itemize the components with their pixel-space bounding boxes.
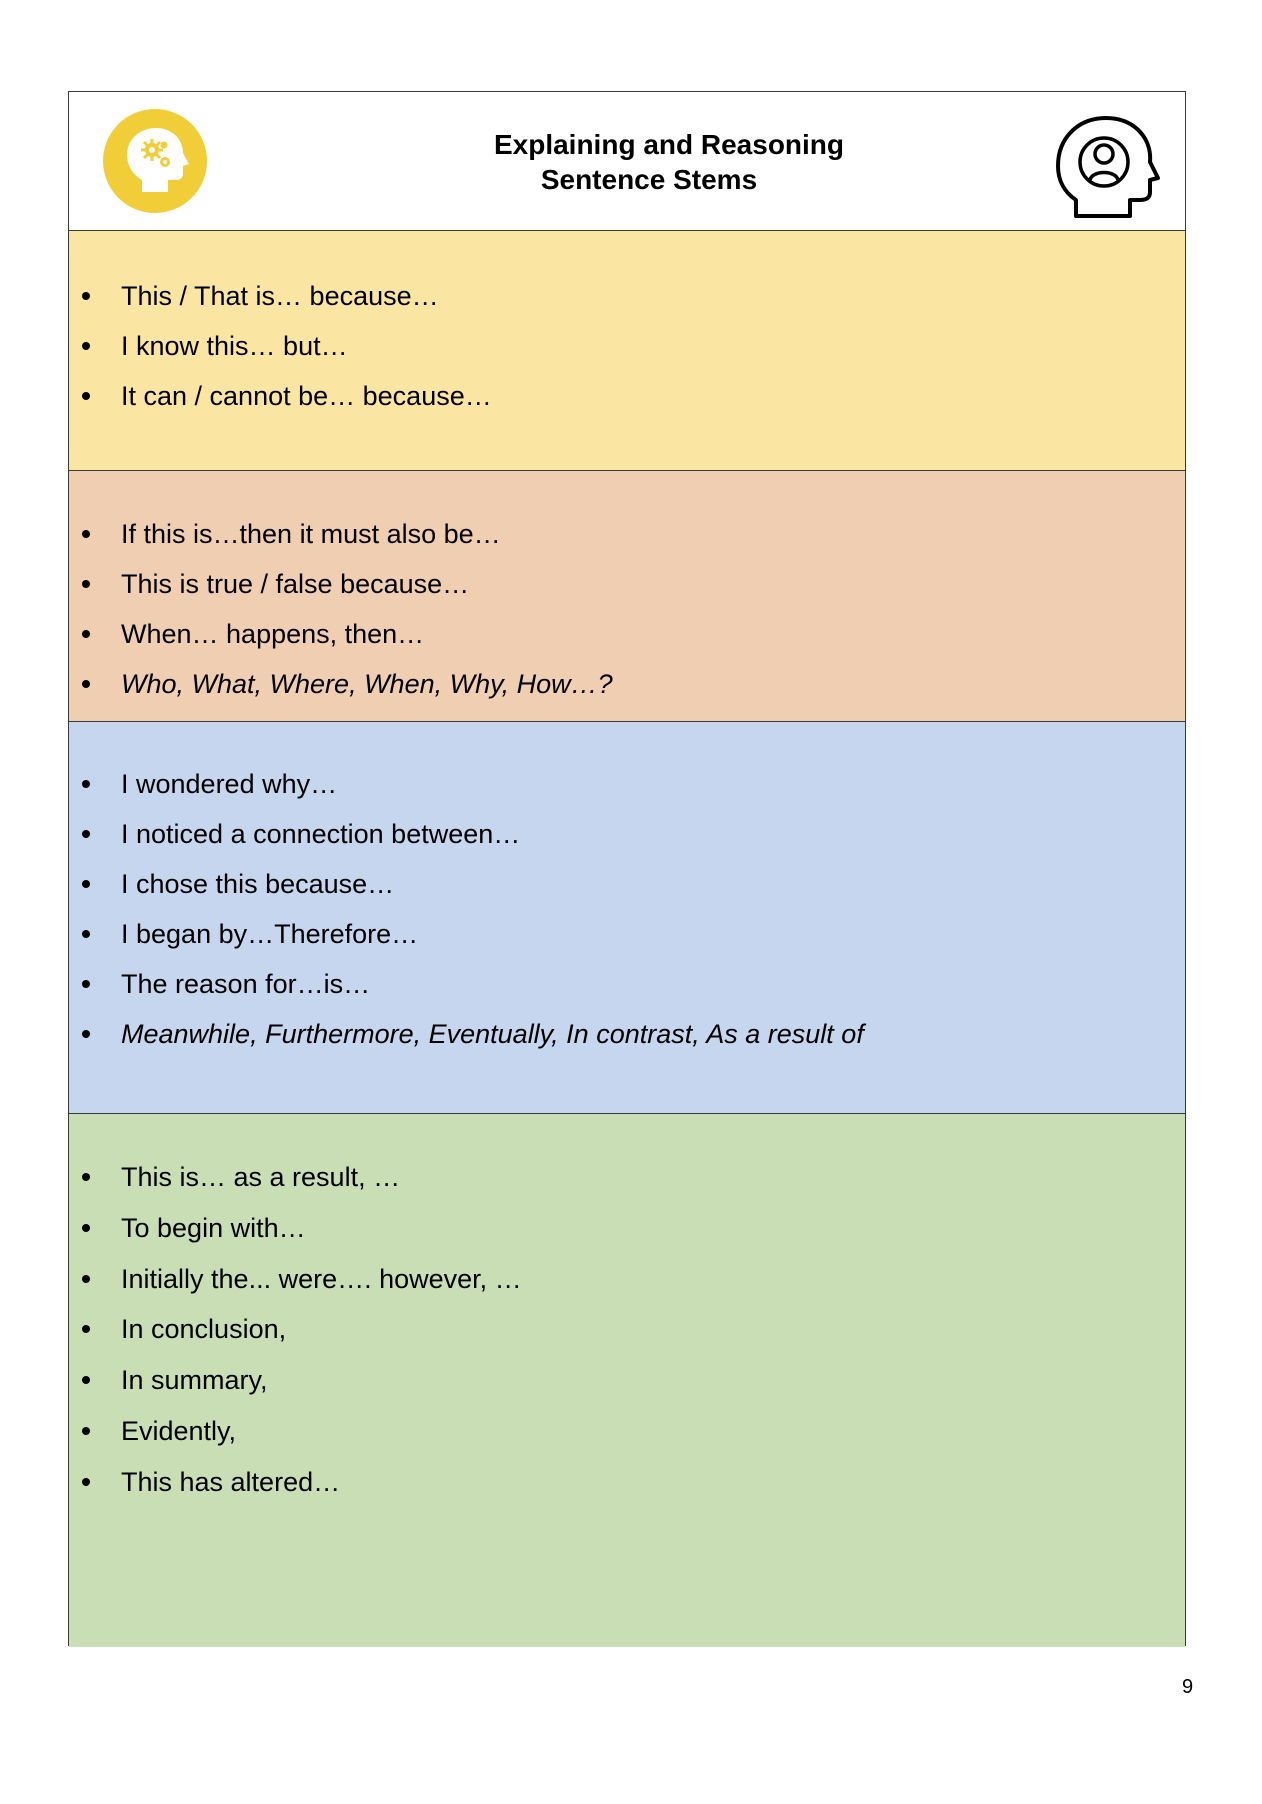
sentence-stems-card [68, 91, 1186, 1646]
bullet-icon [82, 680, 90, 688]
stem-item [69, 1314, 1185, 1344]
stem-text: I wondered why… [121, 769, 338, 799]
title-line-1: Explaining and Reasoning [493, 129, 845, 160]
stem-item [69, 1264, 1185, 1294]
stem-item [69, 1365, 1185, 1395]
bullet-icon [82, 342, 90, 350]
stem-item [69, 1162, 1185, 1192]
bullet-icon [82, 1173, 90, 1181]
stem-list-green [69, 1162, 1185, 1518]
bullet-icon [82, 880, 90, 888]
stem-text: The reason for…is… [121, 969, 371, 999]
bullet-icon [82, 630, 90, 638]
bullet-icon [82, 1478, 90, 1486]
section-yellow [69, 231, 1185, 471]
bullet-icon [82, 1030, 90, 1038]
stem-text: This is… as a result, … [121, 1162, 401, 1192]
stem-item [69, 1019, 1185, 1049]
bullet-icon [82, 292, 90, 300]
page-title [369, 127, 929, 197]
section-blue [69, 722, 1185, 1114]
stem-item [69, 969, 1185, 999]
stem-list-blue [69, 769, 1185, 1069]
stem-text: It can / cannot be… because… [121, 381, 492, 411]
bullet-icon [82, 930, 90, 938]
stem-item [69, 1416, 1185, 1446]
section-green [69, 1114, 1185, 1647]
bullet-icon [82, 530, 90, 538]
stem-text: Initially the... were…. however, … [121, 1263, 522, 1294]
bullet-icon [82, 980, 90, 988]
bullet-icon [82, 830, 90, 838]
stem-text: This is true / false because… [121, 569, 470, 599]
page-number: 9 [1182, 1676, 1194, 1698]
stem-text: Evidently, [121, 1415, 237, 1446]
bullet-icon [82, 780, 90, 788]
bullet-icon [82, 580, 90, 588]
stem-text: Meanwhile, Furthermore, Eventually, In contrast, As a result of [121, 1019, 864, 1049]
section-peach [69, 471, 1185, 722]
stem-text: I chose this because… [121, 869, 395, 899]
stem-item [69, 769, 1185, 799]
stem-item [69, 1213, 1185, 1243]
stem-item [69, 619, 1185, 649]
card-header [69, 92, 1185, 231]
stem-text: In summary, [121, 1365, 268, 1396]
stem-text: If this is…then it must also be… [121, 519, 501, 549]
bullet-icon [82, 1224, 90, 1232]
stem-item [69, 819, 1185, 849]
bullet-icon [82, 1427, 90, 1435]
bullet-icon [82, 1275, 90, 1283]
stem-text: This has altered… [121, 1466, 341, 1497]
stem-item [69, 869, 1185, 899]
stem-list-yellow [69, 281, 1185, 431]
bullet-icon [82, 1376, 90, 1384]
stem-item [69, 519, 1185, 549]
stem-text: This / That is… because… [121, 281, 439, 311]
bullet-icon [82, 1325, 90, 1333]
stem-text: Who, What, Where, When, Why, How…? [121, 669, 613, 699]
stem-item [69, 281, 1185, 311]
stem-text: I began by…Therefore… [121, 919, 419, 949]
stem-item [69, 381, 1185, 411]
stem-item [69, 331, 1185, 361]
stem-text: I know this… but… [121, 331, 348, 361]
stem-text: I noticed a connection between… [121, 819, 521, 849]
bullet-icon [82, 392, 90, 400]
stem-text: In conclusion, [121, 1314, 287, 1345]
stem-list-peach [69, 519, 1185, 719]
stem-item [69, 1467, 1185, 1497]
stem-item [69, 669, 1185, 699]
stem-item [69, 919, 1185, 949]
stem-text: When… happens, then… [121, 619, 425, 649]
head-gears-icon [102, 108, 208, 214]
head-person-icon [1054, 108, 1162, 222]
stem-text: To begin with… [121, 1212, 306, 1243]
title-line-2: Sentence Stems [540, 164, 758, 195]
stem-item [69, 569, 1185, 599]
